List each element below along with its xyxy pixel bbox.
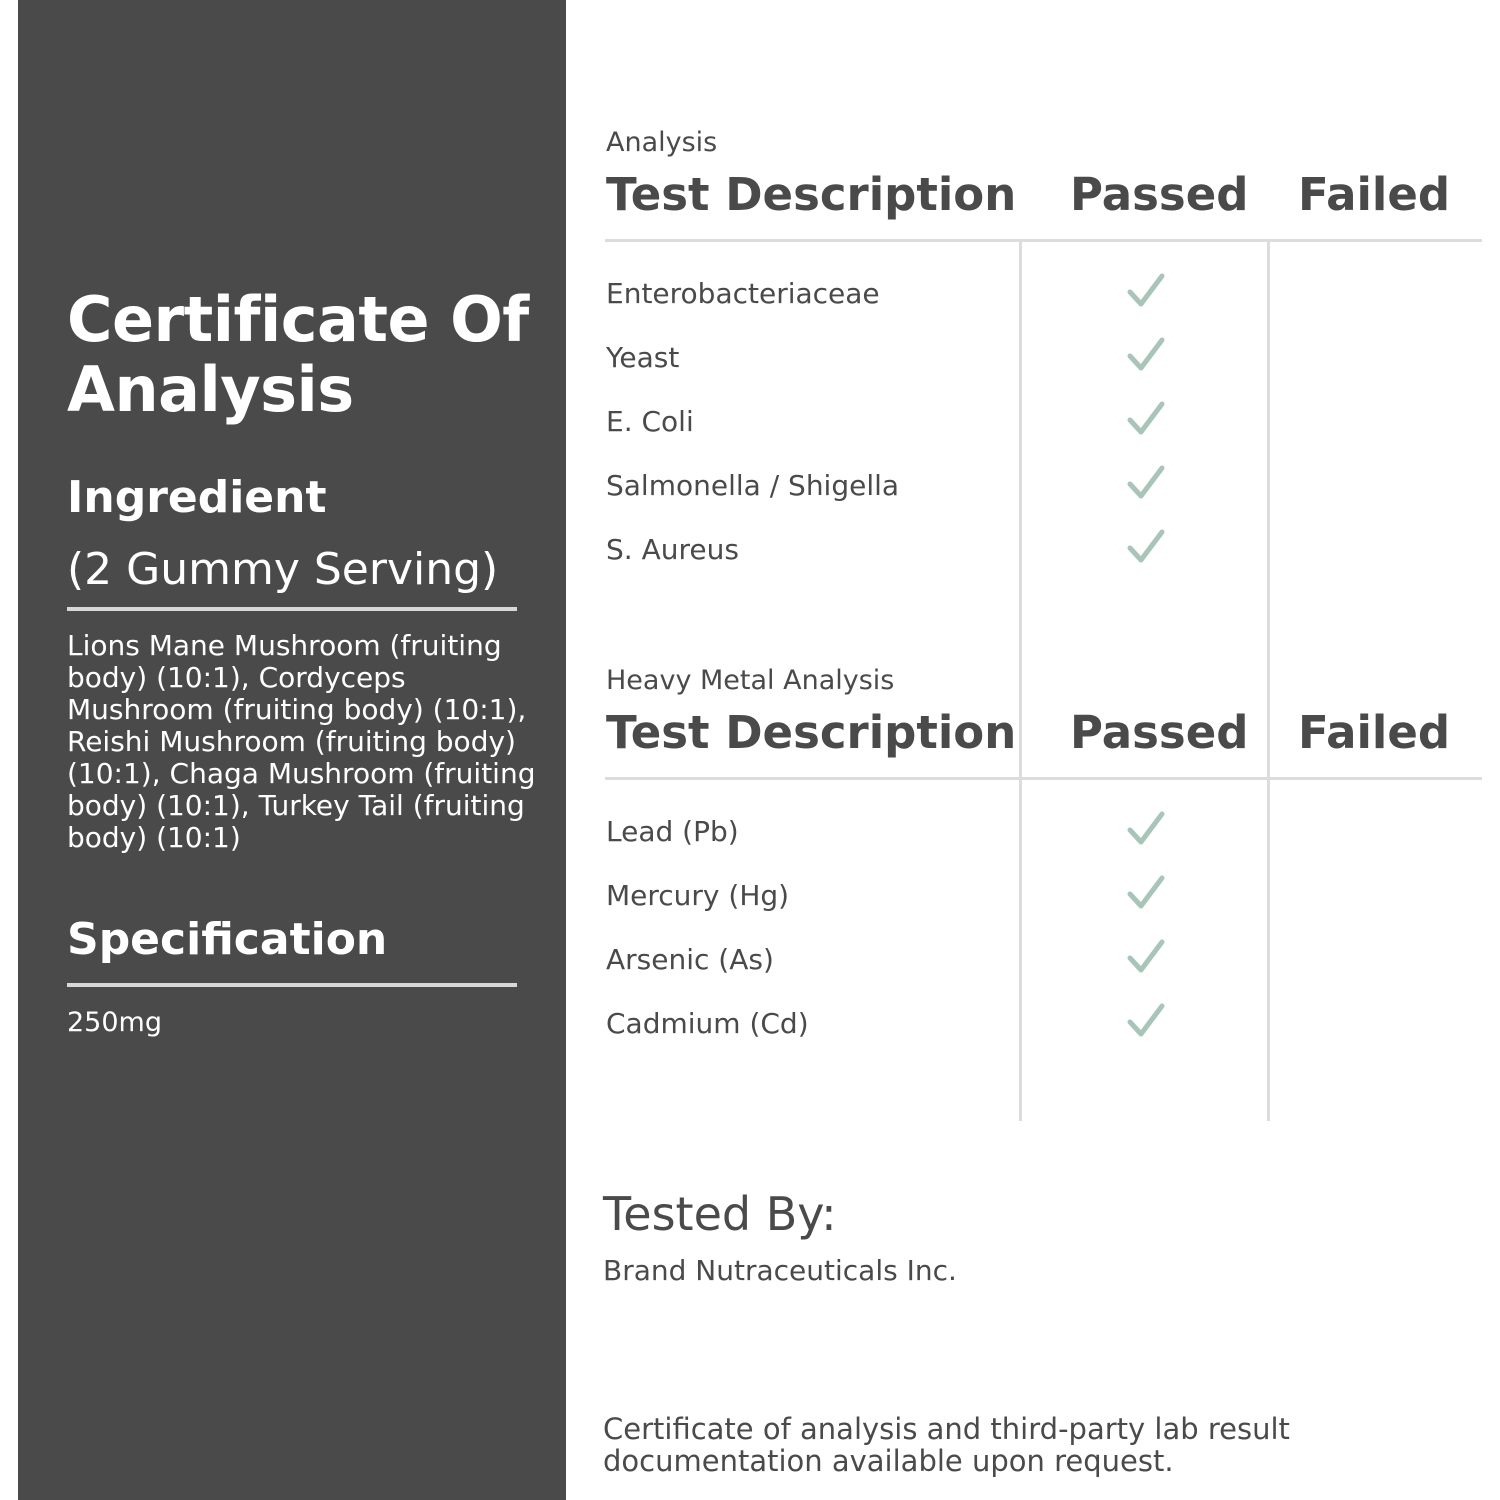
check-icon xyxy=(1126,810,1166,850)
specification-value: 250mg xyxy=(67,1007,162,1038)
analysis-col-description: Test Description xyxy=(606,168,1017,221)
check-icon xyxy=(1126,400,1166,440)
heavy-metal-row-label: Cadmium (Cd) xyxy=(606,1007,809,1040)
heavy-metal-row-label: Mercury (Hg) xyxy=(606,879,790,912)
ingredients-list: Lions Mane Mushroom (fruiting body) (10:1), Cordyceps Mushroom (fruiting body) (10:1), Reishi Mushroom (fruiting body) (10:1), Chaga Mushroom (fruiting body) (10:1), Turkey Tail (fruiting body) (10:1) xyxy=(67,629,536,854)
certificate-title: Certificate Of Analysis xyxy=(67,283,529,426)
check-icon xyxy=(1126,336,1166,376)
heavy-metal-header-rule xyxy=(605,777,1482,780)
analysis-col-failed: Failed xyxy=(1298,168,1451,221)
analysis-header-rule xyxy=(605,239,1482,242)
divider xyxy=(67,607,517,611)
footnote: Certificate of analysis and third-party lab result documentation available upon request. xyxy=(603,1412,1290,1478)
ingredient-heading: Ingredient xyxy=(67,472,327,523)
analysis-section-label: Analysis xyxy=(606,127,718,158)
tested-by-label: Tested By: xyxy=(603,1187,837,1241)
column-divider xyxy=(1019,241,1022,1121)
check-icon xyxy=(1126,272,1166,312)
heavy-metal-row-label: Lead (Pb) xyxy=(606,815,739,848)
analysis-row-label: Enterobacteriaceae xyxy=(606,277,880,310)
check-icon xyxy=(1126,464,1166,504)
check-icon xyxy=(1126,1002,1166,1042)
heavy-metal-col-failed: Failed xyxy=(1298,706,1451,759)
check-icon xyxy=(1126,874,1166,914)
check-icon xyxy=(1126,528,1166,568)
analysis-row-label: E. Coli xyxy=(606,405,694,438)
column-divider xyxy=(1267,241,1270,1121)
heavy-metal-col-passed: Passed xyxy=(1070,706,1249,759)
left-panel xyxy=(18,0,566,1500)
specification-heading: Specification xyxy=(67,914,388,965)
heavy-metal-col-description: Test Description xyxy=(606,706,1017,759)
analysis-row-label: Salmonella / Shigella xyxy=(606,469,900,502)
analysis-row-label: S. Aureus xyxy=(606,533,739,566)
heavy-metal-section-label: Heavy Metal Analysis xyxy=(606,665,895,696)
analysis-col-passed: Passed xyxy=(1070,168,1249,221)
serving-size: (2 Gummy Serving) xyxy=(67,544,499,595)
divider xyxy=(67,983,517,987)
check-icon xyxy=(1126,938,1166,978)
analysis-row-label: Yeast xyxy=(606,341,680,374)
heavy-metal-row-label: Arsenic (As) xyxy=(606,943,774,976)
tested-by-organization: Brand Nutraceuticals Inc. xyxy=(603,1254,957,1287)
